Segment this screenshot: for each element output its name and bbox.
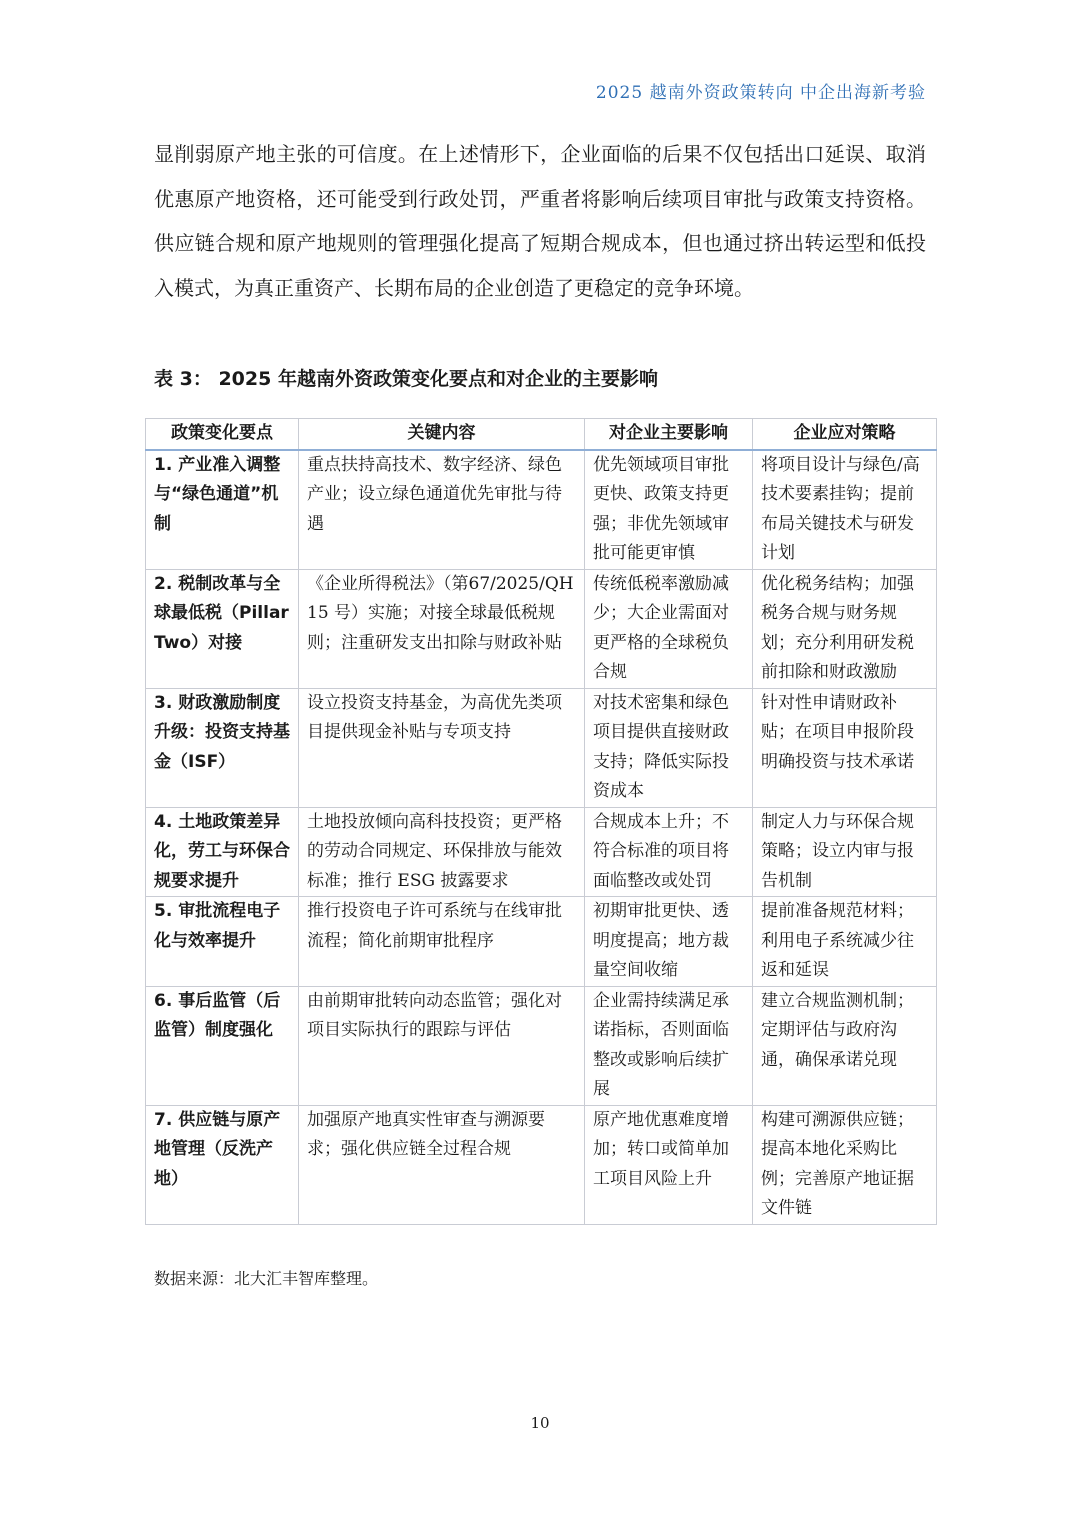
strategy-cell: 针对性申请财政补贴；在项目申报阶段明确投资与技术承诺 (753, 688, 937, 807)
policy-point-cell: 7. 供应链与原产地管理（反洗产地） (146, 1105, 299, 1224)
table-row (146, 450, 937, 570)
policy-point-cell: 6. 事后监管（后监管）制度强化 (146, 986, 299, 1105)
key-content-cell: 加强原产地真实性审查与溯源要求；强化供应链全过程合规 (299, 1105, 585, 1224)
key-content-cell: 设立投资支持基金，为高优先类项目提供现金补贴与专项支持 (299, 688, 585, 807)
header-policy-point: 政策变化要点 (146, 419, 299, 450)
strategy-cell: 优化税务结构；加强税务合规与财务规划；充分利用研发税前扣除和财政激励 (753, 569, 937, 688)
body-paragraph: 显削弱原产地主张的可信度。在上述情形下，企业面临的后果不仅包括出口延误、取消优惠原产地资格，还可能受到行政处罚，严重者将影响后续项目审批与政策支持资格。供应链合规和原产地规则的管理强化提高了短期合规成本，但也通过挤出转运型和低投入模式，为真正重资产、长期布局的企业创造了更稳定的竞争环境。 (154, 142, 926, 300)
impact-cell: 合规成本上升；不符合标准的项目将面临整改或处罚 (585, 807, 753, 897)
strategy-cell: 提前准备规范材料；利用电子系统减少往返和延误 (753, 897, 937, 987)
impact-cell: 传统低税率激励减少；大企业需面对更严格的全球税负合规 (585, 569, 753, 688)
body-text (154, 132, 926, 310)
key-content-cell: 《企业所得税法》（第67/2025/QH15 号）实施；对接全球最低税规则；注重研发支出扣除与财政补贴 (299, 569, 585, 688)
policy-point-cell: 2. 税制改革与全球最低税（Pillar Two）对接 (146, 569, 299, 688)
table-row (146, 688, 937, 807)
table-header-row (146, 419, 937, 450)
impact-cell: 优先领域项目审批更快、政策支持更强；非优先领域审批可能更审慎 (585, 450, 753, 570)
header-key-content: 关键内容 (299, 419, 585, 450)
impact-cell: 对技术密集和绿色项目提供直接财政支持；降低实际投资成本 (585, 688, 753, 807)
table-caption: 表 3： 2025 年越南外资政策变化要点和对企业的主要影响 (154, 368, 658, 390)
policy-point-cell: 3. 财政激励制度升级：投资支持基金（ISF） (146, 688, 299, 807)
policy-point-cell: 1. 产业准入调整与“绿色通道”机制 (146, 450, 299, 570)
strategy-cell: 制定人力与环保合规策略；设立内审与报告机制 (753, 807, 937, 897)
table-row (146, 569, 937, 688)
strategy-cell: 将项目设计与绿色/高技术要素挂钩；提前布局关键技术与研发计划 (753, 450, 937, 570)
key-content-cell: 由前期审批转向动态监管；强化对项目实际执行的跟踪与评估 (299, 986, 585, 1105)
policy-point-cell: 4. 土地政策差异化，劳工与环保合规要求提升 (146, 807, 299, 897)
table-row (146, 986, 937, 1105)
policy-table (145, 418, 937, 1225)
data-source-note: 数据来源：北大汇丰智库整理。 (154, 1269, 379, 1288)
page-number: 10 (530, 1414, 550, 1432)
running-header: 2025 越南外资政策转向 中企出海新考验 (595, 83, 926, 103)
table-row (146, 807, 937, 897)
header-strategy: 企业应对策略 (753, 419, 937, 450)
policy-point-cell: 5. 审批流程电子化与效率提升 (146, 897, 299, 987)
strategy-cell: 建立合规监测机制；定期评估与政府沟通，确保承诺兑现 (753, 986, 937, 1105)
impact-cell: 企业需持续满足承诺指标，否则面临整改或影响后续扩展 (585, 986, 753, 1105)
impact-cell: 初期审批更快、透明度提高；地方裁量空间收缩 (585, 897, 753, 987)
header-impact: 对企业主要影响 (585, 419, 753, 450)
key-content-cell: 土地投放倾向高科技投资；更严格的劳动合同规定、环保排放与能效标准；推行 ESG 披露要求 (299, 807, 585, 897)
key-content-cell: 推行投资电子许可系统与在线审批流程；简化前期审批程序 (299, 897, 585, 987)
table-row (146, 897, 937, 987)
key-content-cell: 重点扶持高技术、数字经济、绿色产业；设立绿色通道优先审批与待遇 (299, 450, 585, 570)
strategy-cell: 构建可溯源供应链；提高本地化采购比例；完善原产地证据文件链 (753, 1105, 937, 1224)
table-row (146, 1105, 937, 1224)
impact-cell: 原产地优惠难度增加；转口或简单加工项目风险上升 (585, 1105, 753, 1224)
